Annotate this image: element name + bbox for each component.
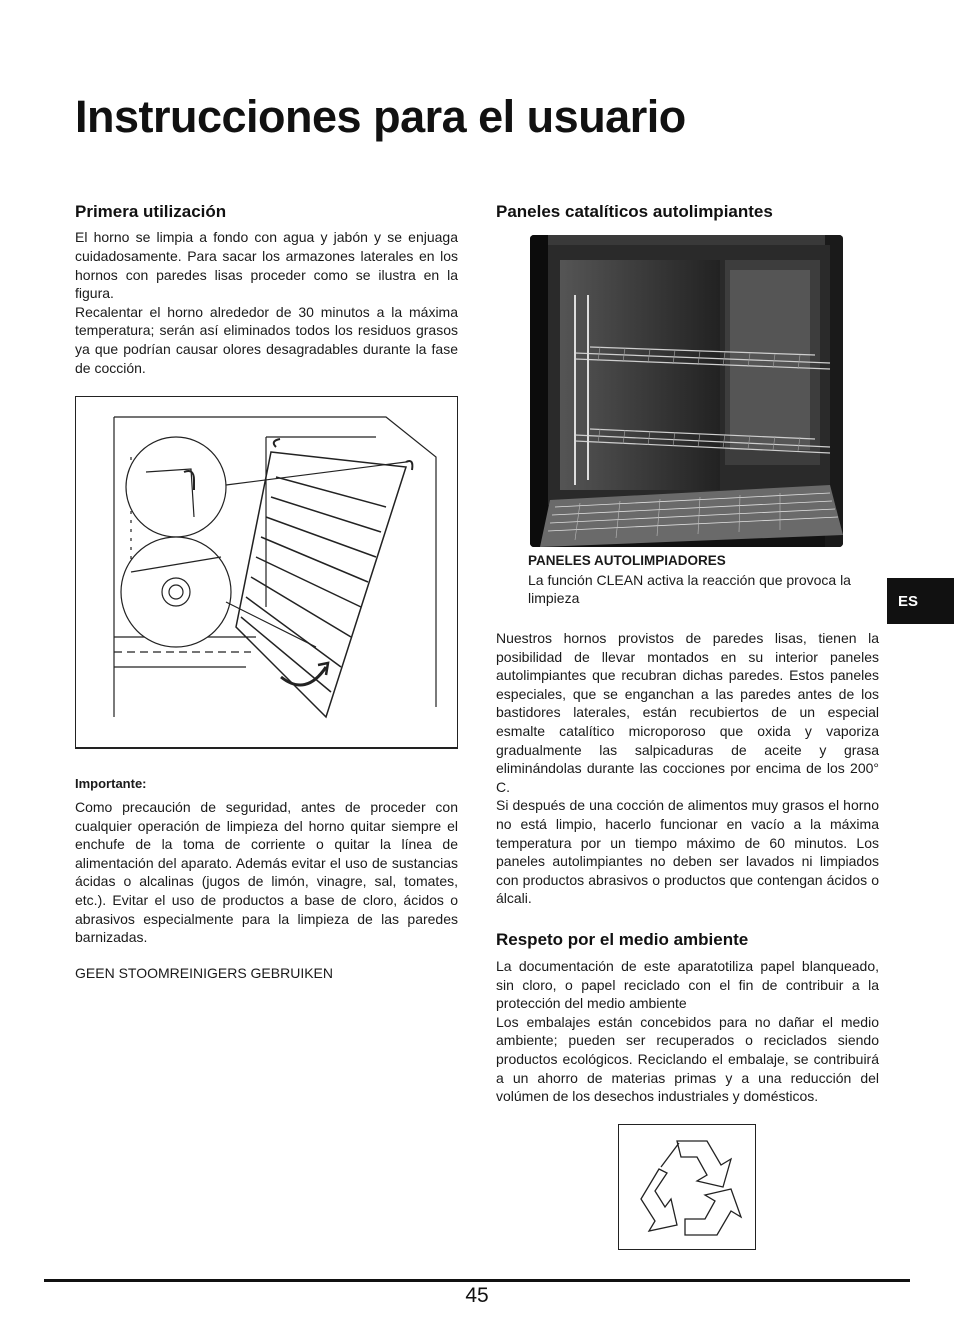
recycle-icon <box>618 1124 756 1250</box>
first-use-paragraph-2: Recalentar el horno alrededor de 30 minutos a la máxima temperatura; serán así eliminados todos los residuos grasos ya que podrían causar olores desagradables durante la fase de cocción. <box>75 303 458 376</box>
caption-heading: PANELES AUTOLIMPIADORES <box>528 553 726 568</box>
language-tab: ES <box>887 578 954 624</box>
important-text: Como precaución de seguridad, antes de proceder con cualquier operación de limpieza del horno quitar siempre el enchufe de la toma de corriente o quitar la línea de alimentación del aparato. Además evitar el uso de sustancias ácidas o alcalinas (jugos de limón, vinagre, sal, tomates, etc.). Evitar el uso de productos a base de cloro, ácidos o abrasivos especialmente para la limpieza de las paredes barnizadas. <box>75 799 458 946</box>
environment-body <box>496 957 879 1106</box>
no-steam-cleaner-note: GEEN STOOMREINIGERS GEBRUIKEN <box>75 965 334 981</box>
catalytic-panels-heading: Paneles catalíticos autolimpiantes <box>496 202 773 221</box>
oven-interior-photo <box>530 235 843 547</box>
footer-rule <box>44 1279 910 1282</box>
catalytic-panels-body <box>496 629 879 908</box>
photo-caption <box>528 552 858 608</box>
first-use-paragraph-1: El horno se limpia a fondo con agua y jabón y se enjuaga cuidadosamente. Para sacar los armazones laterales en los hornos con paredes lisas proceder como se ilustra en la figura. <box>75 229 458 302</box>
environment-heading: Respeto por el medio ambiente <box>496 930 749 949</box>
catalytic-paragraph-1: Nuestros hornos provistos de paredes lisas, tienen la posibilidad de llevar montados en su interior paneles autolimpiantes que recubran dichas paredes. Estos paneles especiales, que se enganchan a las paredes antes de los bastidores laterales, están recubiertos de un especial esmalte catalítico microporoso que oxida y vaporiza gradualmente las salpicaduras de aceite y grasa eliminándolas durante las cocciones por encima de los 200° C. <box>496 630 879 795</box>
page-title: Instrucciones para el usuario <box>75 91 686 142</box>
first-use-heading: Primera utilización <box>75 202 227 221</box>
catalytic-paragraph-2: Si después de una cocción de alimentos muy grasos el horno no está limpio, hacerlo funcionar en vacío a la máxima temperatura por un tiempo máximo de 60 minutos. Los paneles autolimpiantes no deben ser lavados ni limpiados con productos abrasivos o productos que contengan ácidos o álcali. <box>496 797 879 907</box>
side-rack-removal-illustration <box>75 396 458 749</box>
environment-paragraph-1: La documentación de este aparatotiliza papel blanqueado, sin cloro, o papel reciclado con el fin de contribuir a la protección del medio ambiente <box>496 958 879 1012</box>
catalytic-panels-section <box>496 202 879 228</box>
important-heading: Importante: <box>75 776 147 791</box>
caption-text: La función CLEAN activa la reacción que provoca la limpieza <box>528 571 851 607</box>
environment-paragraph-2: Los embalajes están concebidos para no dañar el medio ambiente; pueden ser recuperados o reciclados siendo productos ecológicos. Reciclando el embalaje, se contribuirá a un ahorro de materias primas y a una reducción del volúmen de los desechos industriales y domésticos. <box>496 1013 879 1105</box>
first-use-section <box>75 202 458 377</box>
page-number: 45 <box>465 1284 489 1307</box>
